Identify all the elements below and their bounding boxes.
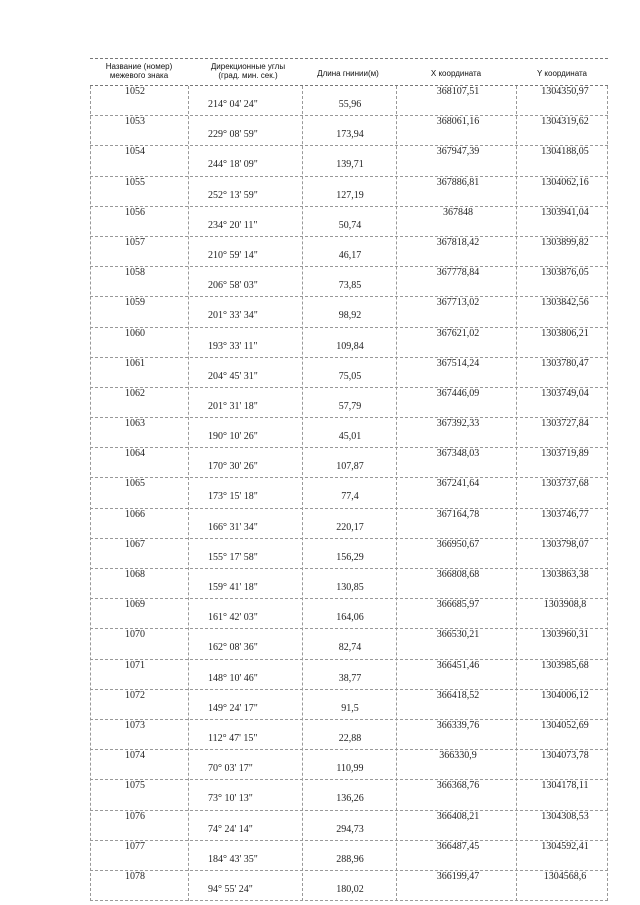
x-coordinate: 367947,39 xyxy=(436,146,480,158)
y-coordinate: 1304006,12 xyxy=(541,689,589,701)
mark-name: 1058 xyxy=(125,267,145,279)
line-length: 109,84 xyxy=(336,340,364,352)
mark-name: 1074 xyxy=(125,750,145,762)
mark-name: 1077 xyxy=(125,840,145,852)
y-coordinate: 1304052,69 xyxy=(541,719,589,731)
x-coordinate: 366418,52 xyxy=(436,689,480,701)
line-length: 136,26 xyxy=(336,793,364,805)
table-row xyxy=(90,811,608,841)
table-row xyxy=(90,629,608,659)
header-mark-name: Название (номер) межевого знака xyxy=(105,62,173,80)
line-length: 288,96 xyxy=(336,853,364,865)
line-length: 75,05 xyxy=(338,370,362,382)
table-row xyxy=(90,297,608,327)
direction-angle: 206° 58' 03" xyxy=(208,280,258,292)
direction-angle: 112° 47' 15" xyxy=(208,732,258,744)
direction-angle: 73° 10' 13" xyxy=(208,793,253,805)
x-coordinate: 367348,03 xyxy=(436,448,480,460)
y-coordinate: 1304350,97 xyxy=(541,86,589,97)
direction-angle: 193° 33' 11" xyxy=(208,340,258,352)
line-length: 82,74 xyxy=(338,642,362,654)
mark-name: 1067 xyxy=(125,538,145,550)
table-row xyxy=(90,509,608,539)
y-coordinate: 1304308,53 xyxy=(541,810,589,822)
table-row xyxy=(90,841,608,871)
line-length: 73,85 xyxy=(338,280,362,292)
y-coordinate: 1304319,62 xyxy=(541,116,589,128)
direction-angle: 204° 45' 31" xyxy=(208,370,258,382)
line-length: 38,77 xyxy=(338,672,362,684)
table-row xyxy=(90,388,608,418)
mark-name: 1054 xyxy=(125,146,145,158)
y-coordinate: 1303842,56 xyxy=(541,297,589,309)
line-length: 294,73 xyxy=(336,823,364,835)
line-length: 45,01 xyxy=(338,431,362,443)
line-length: 57,79 xyxy=(338,400,362,412)
line-length: 22,88 xyxy=(338,732,362,744)
mark-name: 1055 xyxy=(125,176,145,188)
x-coordinate: 367621,02 xyxy=(436,327,480,339)
y-coordinate: 1303876,05 xyxy=(541,267,589,279)
line-length: 107,87 xyxy=(336,461,364,473)
x-coordinate: 367713,02 xyxy=(436,297,480,309)
direction-angle: 166° 31' 34" xyxy=(208,521,258,533)
x-coordinate: 367818,42 xyxy=(436,236,480,248)
y-coordinate: 1303719,89 xyxy=(541,448,589,460)
table-row xyxy=(90,116,608,146)
line-length: 139,71 xyxy=(336,159,364,171)
x-coordinate: 366339,76 xyxy=(436,719,480,731)
table-row xyxy=(90,660,608,690)
direction-angle: 201° 33' 34" xyxy=(208,310,258,322)
mark-name: 1060 xyxy=(125,327,145,339)
mark-name: 1076 xyxy=(125,810,145,822)
header-y-coordinate: Y координата xyxy=(536,69,588,78)
direction-angle: 214° 04' 24" xyxy=(208,99,258,110)
x-coordinate: 366368,76 xyxy=(436,780,480,792)
direction-angle: 155° 17' 58" xyxy=(208,551,258,563)
table-row xyxy=(90,86,608,116)
x-coordinate: 366451,46 xyxy=(436,659,480,671)
y-coordinate: 1303749,04 xyxy=(541,387,589,399)
line-length: 77,4 xyxy=(341,491,359,503)
mark-name: 1057 xyxy=(125,236,145,248)
table-row xyxy=(90,599,608,629)
x-coordinate: 366530,21 xyxy=(436,629,480,641)
y-coordinate: 1304592,41 xyxy=(541,840,589,852)
x-coordinate: 367886,81 xyxy=(436,176,480,188)
line-length: 130,85 xyxy=(336,582,364,593)
x-coordinate: 366808,68 xyxy=(436,569,480,580)
direction-angle: 173° 15' 18" xyxy=(208,491,258,503)
x-coordinate: 367514,24 xyxy=(436,357,480,369)
line-length: 156,29 xyxy=(336,551,364,563)
table-row xyxy=(90,358,608,388)
line-length: 91,5 xyxy=(341,702,359,714)
table-row xyxy=(90,690,608,720)
direction-angle: 234° 20' 11" xyxy=(208,219,258,231)
direction-angle: 252° 13' 59" xyxy=(208,189,258,201)
table-row xyxy=(90,448,608,478)
direction-angle: 229° 08' 59" xyxy=(208,129,258,141)
mark-name: 1063 xyxy=(125,418,145,430)
header-direction-angle: Дирекционные углы (град. мин. сек.) xyxy=(210,62,286,80)
y-coordinate: 1303899,82 xyxy=(541,236,589,248)
direction-angle: 210° 59' 14" xyxy=(208,249,258,261)
mark-name: 1052 xyxy=(125,86,145,97)
x-coordinate: 366408,21 xyxy=(436,810,480,822)
table-row xyxy=(90,539,608,569)
direction-angle: 190° 10' 26" xyxy=(208,431,258,443)
x-coordinate: 366487,45 xyxy=(436,840,480,852)
direction-angle: 201° 31' 18" xyxy=(208,400,258,412)
y-coordinate: 1304073,78 xyxy=(541,750,589,762)
mark-name: 1053 xyxy=(125,116,145,128)
mark-name: 1059 xyxy=(125,297,145,309)
direction-angle: 159° 41' 18" xyxy=(208,582,258,593)
x-coordinate: 367778,84 xyxy=(436,267,480,279)
line-length: 127,19 xyxy=(336,189,364,201)
mark-name: 1056 xyxy=(125,206,145,218)
table-row xyxy=(90,871,608,901)
x-coordinate: 366330,9 xyxy=(439,750,477,762)
table-row xyxy=(90,207,608,237)
x-coordinate: 366950,67 xyxy=(436,538,480,550)
mark-name: 1075 xyxy=(125,780,145,792)
y-coordinate: 1303727,84 xyxy=(541,418,589,430)
line-length: 164,06 xyxy=(336,612,364,624)
mark-name: 1065 xyxy=(125,478,145,490)
direction-angle: 149° 24' 17" xyxy=(208,702,258,714)
direction-angle: 170° 30' 26" xyxy=(208,461,258,473)
line-length: 46,17 xyxy=(338,249,362,261)
table-row xyxy=(90,780,608,810)
mark-name: 1071 xyxy=(125,659,145,671)
x-coordinate: 368061,16 xyxy=(436,116,480,128)
table-row xyxy=(90,569,608,599)
line-length: 180,02 xyxy=(336,883,364,895)
y-coordinate: 1303941,04 xyxy=(541,206,589,218)
header-line-length: Длина гнинии(м) xyxy=(317,69,379,78)
x-coordinate: 367392,33 xyxy=(436,418,480,430)
table-row xyxy=(90,418,608,448)
direction-angle: 148° 10' 46" xyxy=(208,672,258,684)
table-row xyxy=(90,750,608,780)
table-row xyxy=(90,267,608,297)
line-length: 110,99 xyxy=(336,763,364,775)
x-coordinate: 367164,78 xyxy=(436,508,480,520)
mark-name: 1073 xyxy=(125,719,145,731)
y-coordinate: 1304568,6 xyxy=(543,870,587,882)
line-length: 173,94 xyxy=(336,129,364,141)
direction-angle: 161° 42' 03" xyxy=(208,612,258,624)
line-length: 220,17 xyxy=(336,521,364,533)
mark-name: 1062 xyxy=(125,387,145,399)
x-coordinate: 366685,97 xyxy=(436,599,480,611)
line-length: 55,96 xyxy=(338,99,362,110)
mark-name: 1070 xyxy=(125,629,145,641)
table-row xyxy=(90,720,608,750)
y-coordinate: 1303780,47 xyxy=(541,357,589,369)
direction-angle: 94° 55' 24" xyxy=(208,883,253,895)
y-coordinate: 1303908,8 xyxy=(543,599,587,611)
direction-angle: 70° 03' 17" xyxy=(208,763,253,775)
table-row xyxy=(90,478,608,508)
table-header xyxy=(90,58,608,86)
mark-name: 1072 xyxy=(125,689,145,701)
direction-angle: 244° 18' 09" xyxy=(208,159,258,171)
line-length: 98,92 xyxy=(338,310,362,322)
boundary-marks-table xyxy=(90,58,608,901)
y-coordinate: 1303737,68 xyxy=(541,478,589,490)
x-coordinate: 366199,47 xyxy=(436,870,480,882)
mark-name: 1068 xyxy=(125,569,145,580)
x-coordinate: 367848 xyxy=(443,206,473,218)
x-coordinate: 368107,51 xyxy=(436,86,480,97)
y-coordinate: 1303985,68 xyxy=(541,659,589,671)
x-coordinate: 367446,09 xyxy=(436,387,480,399)
y-coordinate: 1304062,16 xyxy=(541,176,589,188)
mark-name: 1064 xyxy=(125,448,145,460)
y-coordinate: 1303746,77 xyxy=(541,508,589,520)
y-coordinate: 1304188,05 xyxy=(541,146,589,158)
table-row xyxy=(90,177,608,207)
header-x-coordinate: X координата xyxy=(430,69,482,78)
table-body xyxy=(90,86,608,901)
line-length: 50,74 xyxy=(338,219,362,231)
table-row xyxy=(90,146,608,176)
y-coordinate: 1303798,07 xyxy=(541,538,589,550)
direction-angle: 74° 24' 14" xyxy=(208,823,253,835)
table-row xyxy=(90,237,608,267)
mark-name: 1069 xyxy=(125,599,145,611)
mark-name: 1066 xyxy=(125,508,145,520)
table-row xyxy=(90,328,608,358)
direction-angle: 184° 43' 35" xyxy=(208,853,258,865)
y-coordinate: 1303863,38 xyxy=(541,569,589,580)
y-coordinate: 1304178,11 xyxy=(541,780,589,792)
x-coordinate: 367241,64 xyxy=(436,478,480,490)
direction-angle: 162° 08' 36" xyxy=(208,642,258,654)
y-coordinate: 1303806,21 xyxy=(541,327,589,339)
y-coordinate: 1303960,31 xyxy=(541,629,589,641)
mark-name: 1078 xyxy=(125,870,145,882)
mark-name: 1061 xyxy=(125,357,145,369)
